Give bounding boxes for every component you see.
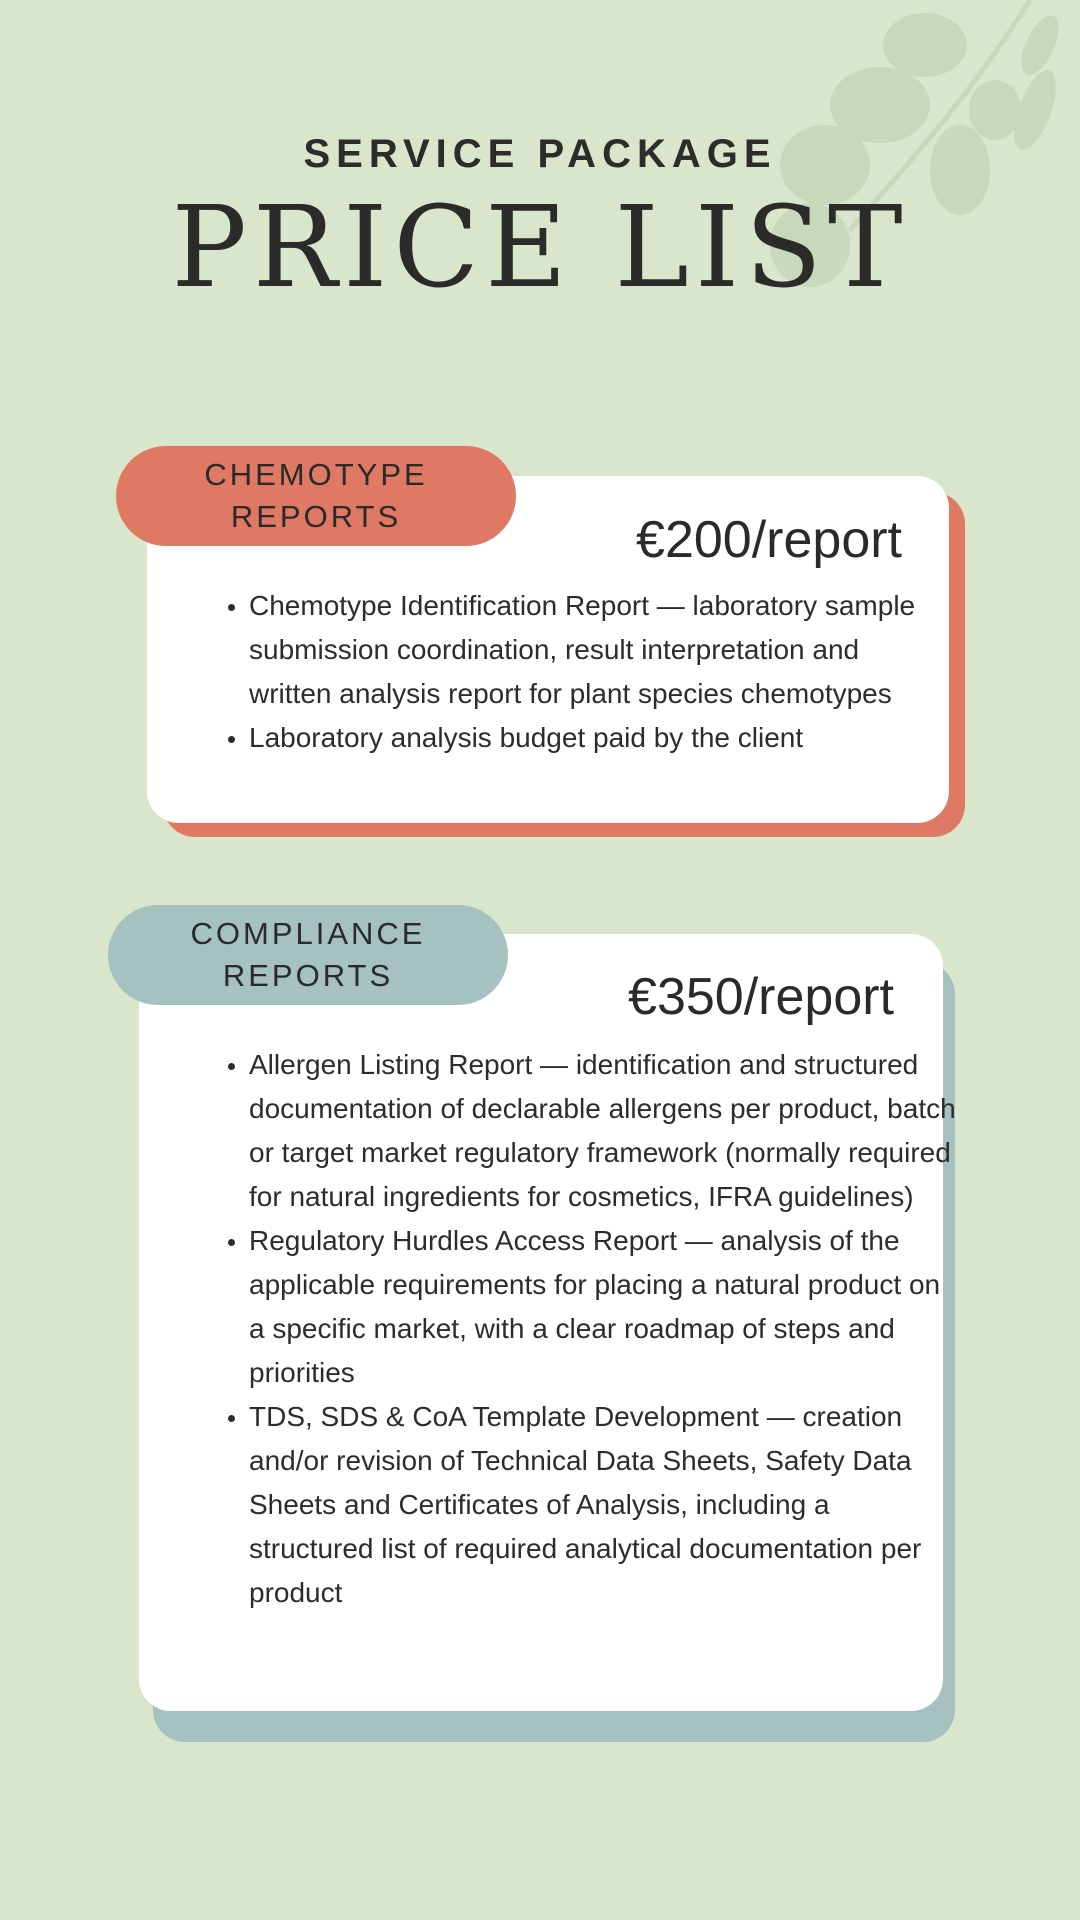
list-item: • Regulatory Hurdles Access Report — analysis of the applicable requirements for placing a natural product on a specific market, with a clear roadmap of steps and priorities — [249, 1219, 959, 1395]
compliance-item-list — [221, 1043, 959, 1615]
list-item: • Chemotype Identification Report — laboratory sample submission coordination, result interpretation and written analysis report for plant species chemotypes — [249, 584, 949, 716]
chemotype-tab-label-line2: REPORTS — [230, 499, 402, 534]
list-item: • TDS, SDS & CoA Template Development — creation and/or revision of Technical Data Sheets, Safety Data Sheets and Certificates of Analysis, including a structured list of required analytical documentation per product — [249, 1395, 959, 1615]
compliance-price: €350/report — [628, 968, 894, 1026]
compliance-tab-label-line1: COMPLIANCE — [190, 916, 426, 951]
page-title: PRICE LIST — [171, 183, 909, 313]
compliance-tab-label-line2: REPORTS — [222, 958, 394, 993]
page-subtitle: SERVICE PACKAGE — [303, 132, 777, 176]
list-item: • Allergen Listing Report — identification and structured documentation of declarable allergens per product, batch or target market regulatory framework (normally required for natural ingredients for cosmetics, IFRA guidelines) — [249, 1043, 959, 1219]
chemotype-price: €200/report — [636, 511, 902, 569]
compliance-tab — [108, 905, 508, 1005]
list-item: • Laboratory analysis budget paid by the client — [249, 716, 949, 760]
chemotype-tab-label-line1: CHEMOTYPE — [204, 457, 428, 492]
chemotype-item-list — [221, 584, 949, 760]
chemotype-tab — [116, 446, 516, 546]
